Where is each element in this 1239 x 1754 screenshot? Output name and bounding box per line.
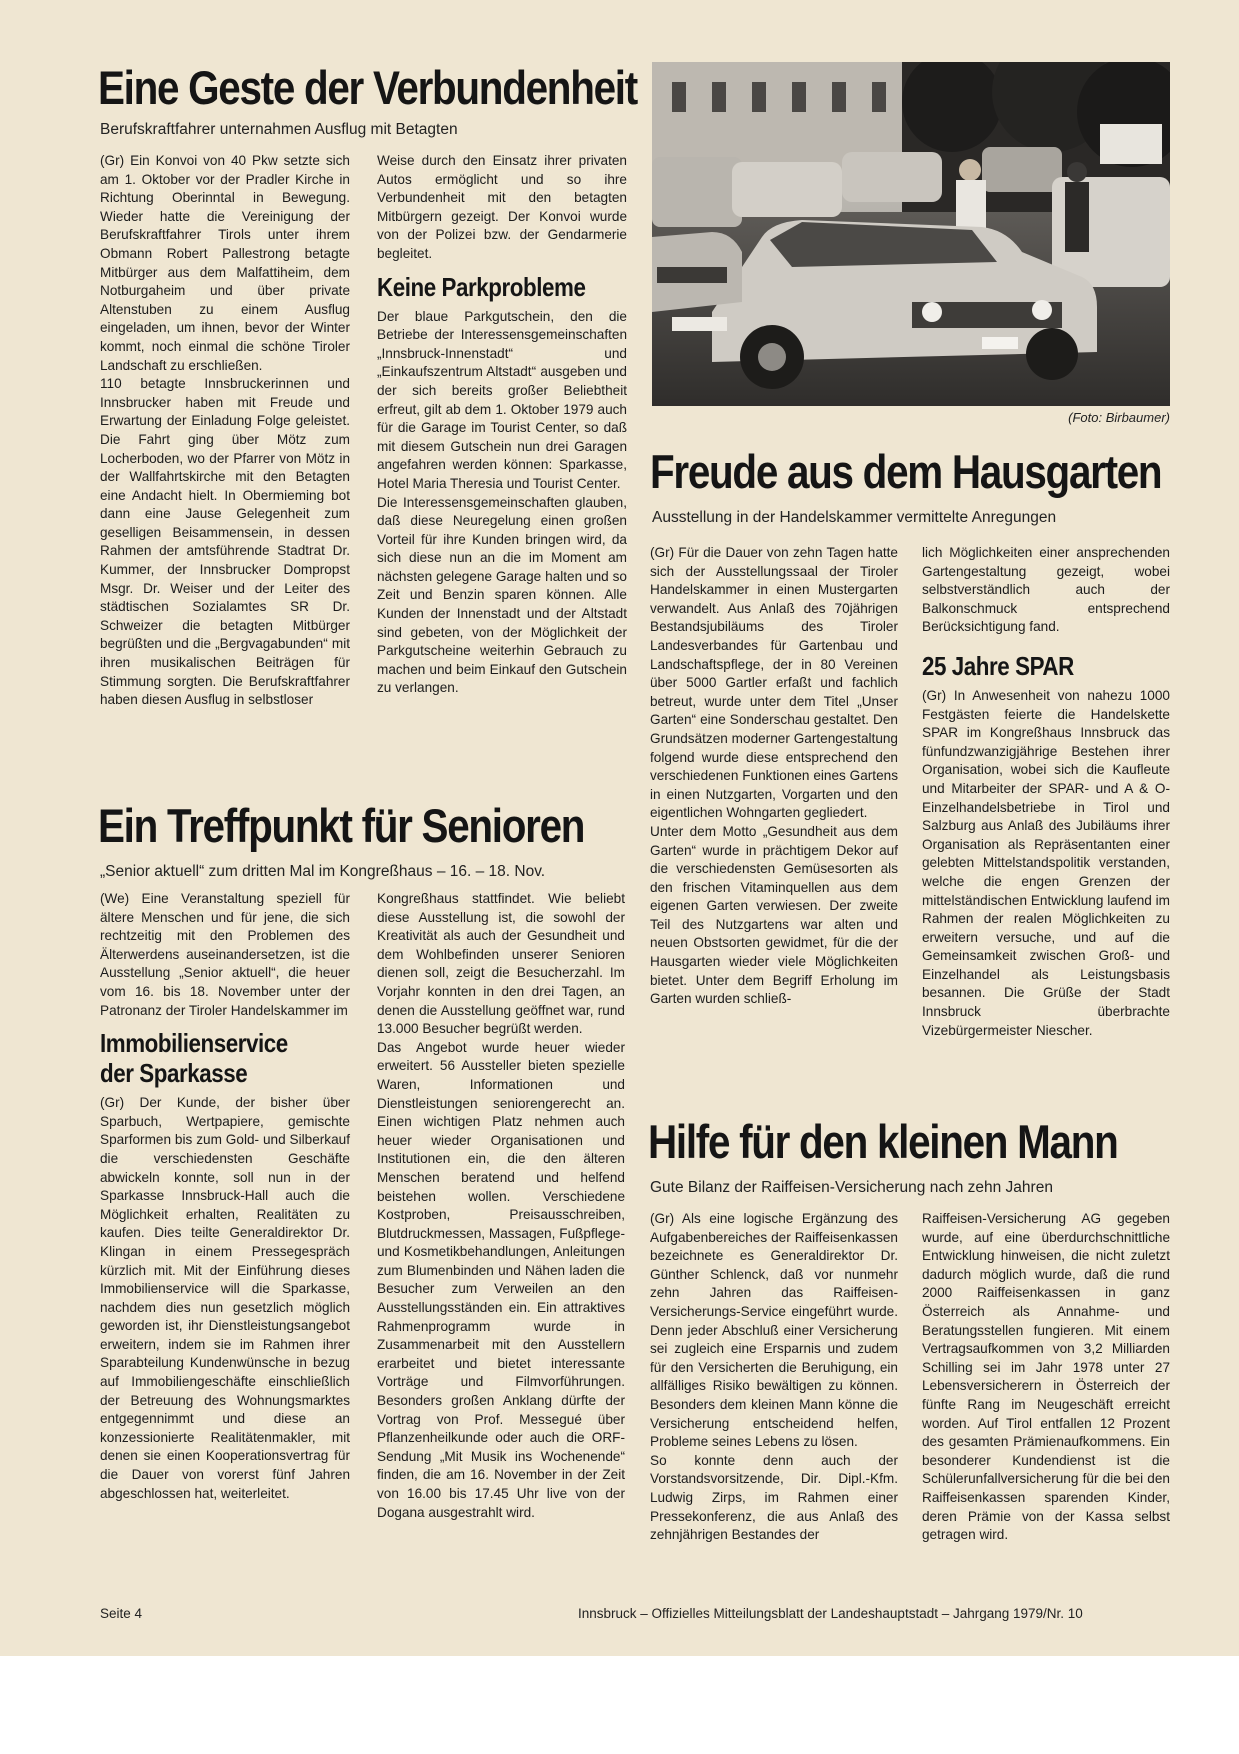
subheading-immobilienservice-line1: Immobilienservice xyxy=(100,1028,288,1059)
paragraph: Der blaue Parkgutschein, den die Betriebe der Interessensgemeinschaften „Innsbruck-Innenstadt“ und „Einkaufszentrum Altstadt“ ausgeben und der sich bereits großer Beliebtheit erfreut, gilt ab dem 1. Oktober 1979 auch für die Garage im Tourist Center, so daß mit diesem Gutschein nun drei Garagen angefahren werden können: Sparkasse, Hotel Maria Theresia und Tourist Center. xyxy=(377,308,627,491)
masthead-footer: Innsbruck – Offizielles Mitteilungsblatt der Landeshauptstadt – Jahrgang 1979/Nr. 10 xyxy=(578,1606,1083,1621)
article-title-hilfe: Hilfe für den kleinen Mann xyxy=(648,1115,1118,1168)
article-deck-hausgarten: Ausstellung in der Handelskammer vermittelte Anregungen xyxy=(652,509,1057,526)
paragraph: (We) Eine Veranstaltung speziell für ältere Menschen und für jene, die sich rechtzeitig mit den Problemen des Älterwerdens auseinandersetzen, ist die Ausstellung „Senior aktuell“, die heuer vom 16. bis 18. November unter der Patronanz der Tiroler Handelskammer im xyxy=(100,891,350,1018)
paragraph: Das Angebot wurde heuer wieder erweitert. 56 Aussteller bieten spezielle Waren, Informationen und Dienstleistungen seniorengerecht an. Einen wichtigen Platz nehmen auch heuer wieder Organisationen und Institutionen ein, die den älteren Menschen beratend und helfend beistehen wollen. Verschiedene Kostproben, Preisausschreiben, Blutdruckmessen, Massagen, Fußpflege- und Kosmetikbehandlungen, Anleitungen zum Blumenbinden und Nähen laden die Besucher zum Verweilen an den Ausstellungsständen ein. Ein attraktives Rahmenprogramm wurde in Zusammenarbeit mit den Ausstellern erarbeitet und bietet interessante Vorträge und Filmvorführungen. Besonders großen Anklang dürfte der Vortrag von Prof. Messegué über Pflanzenheilkunde oder auch die ORF-Sendung „Mit Musik ins Wochenende“ finden, die am 16. November in der Zeit von 16.00 bis 17.45 Uhr live von der Dogana ausgestrahlt wird. xyxy=(377,1039,625,1520)
paragraph: (Gr) Für die Dauer von zehn Tagen hatte sich der Ausstellungssaal der Tiroler Handelskammer in einen Mustergarten verwandelt. Aus Anlaß des 70jährigen Bestandsjubiläums des Tiroler Landesverbandes für Gartenbau und Landschaftspflege, der in 80 Vereinen über 5000 Gartler erfaßt und fachlich betreut, wurde unter dem Titel „Unser Garten“ eine Sonderschau gestaltet. Den Grundsätzen moderner Gartengestaltung folgend wurde diese entsprechend den verschiedenen Funktionen eines Gartens in einen Nutzgarten, Vorgarten und den eigentlichen Wohngarten gegliedert. xyxy=(650,545,898,821)
article-deck-hilfe: Gute Bilanz der Raiffeisen-Versicherung nach zehn Jahren xyxy=(650,1179,1053,1196)
paragraph: Weise durch den Einsatz ihrer privaten Autos ermöglicht und so ihre Verbundenheit mit den betagten Mitbürgern gezeigt. Der Konvoi wurde von der Polizei bzw. der Gendarmerie begleitet. xyxy=(377,153,627,261)
article-column-hilfe-1 xyxy=(650,1210,898,1545)
article-column-hilfe-2 xyxy=(922,1210,1170,1545)
photo-cars-illustration xyxy=(652,62,1170,406)
article-column-senioren-2 xyxy=(377,890,625,1522)
paragraph: (Gr) Ein Konvoi von 40 Pkw setzte sich am 1. Oktober vor der Pradler Kirche in Richtung Oberinntal in Bewegung. Wieder hatte die Vereinigung der Berufskraftfahrer Tirols unter ihrem Obmann Robert Pallestrong betagte Mitbürger aus dem Malfattiheim, dem Notburgaheim und über private Altenstuben zu einem Ausflug eingeladen, um ihnen, bevor der Winter kommt, noch einmal die schöne Tiroler Landschaft zu erschließen. xyxy=(100,153,350,373)
paragraph: So konnte denn auch der Vorstandsvorsitzende, Dir. Dipl.-Kfm. Ludwig Zirps, im Rahmen einer Pressekonferenz, die aus Anlaß des zehnjährigen Bestandes der xyxy=(650,1452,898,1543)
paragraph: Unter dem Motto „Gesundheit aus dem Garten“ wurde in prächtigem Dekor auf die verschiedensten Gemüsesorten als den frischen Vitaminquellen aus dem eigenen Garten verwiesen. Der zweite Teil des Nutzgartens war alten und neuen Obstsorten gewidmet, für die der Hausgarten wieder viele Möglichkeiten bietet. Unter dem Begriff Erholung im Garten wurden schließ- xyxy=(650,823,898,1007)
photo-cars-convoy xyxy=(652,62,1170,406)
paragraph: (Gr) Der Kunde, der bisher über Sparbuch, Wertpapiere, gemischte Sparformen bis zum Gold- und Silberkauf die verschiedensten Geschäfte abwickeln konnte, soll nun in der Sparkasse Innsbruck-Hall auch die Möglichkeit erhalten, Realitäten zu kaufen. Dies teilte Generaldirektor Dr. Klingan in einem Pressegespräch kürzlich mit. Mit der Einführung dieses Immobilienservice will die Sparkasse, nachdem dies nun gesetzlich möglich geworden ist, ihr Dienstleistungsangebot erweitern, indem sie im Rahmen ihrer Sparabteilung Kundenwünsche in bezug auf Immobiliengeschäfte einschließlich der Betreuung des Wohnungsmarktes entgegennimmt und diese an konzessionierte Realitätenmakler, mit denen sie einen Kooperationsvertrag für die Dauer von vorerst fünf Jahren abgeschlossen hat, weiterleitet. xyxy=(100,1095,350,1501)
article-column-hausgarten-1 xyxy=(650,544,898,1009)
article-deck-verbundenheit: Berufskraftfahrer unternahmen Ausflug mit Betagten xyxy=(100,121,458,138)
subheading-spar: 25 Jahre SPAR xyxy=(922,650,1074,681)
page-number: Seite 4 xyxy=(100,1606,143,1621)
paragraph: Raiffeisen-Versicherung AG gegeben wurde, auf eine überdurchschnittliche Entwicklung hinweisen, die nicht zuletzt dadurch möglich wurde, daß die rund 2000 Raiffeisenkassen in ganz Österreich als Annahme- und Beratungsstellen fungieren. Mit einem Vertragsaufkommen von 3,2 Milliarden Schilling sei im Jahr 1978 unter 27 Lebensversicherern in Österreich der fünfte Rang im Neugeschäft erreicht worden. Auf Tirol entfallen 12 Prozent des gesamten Prämienaufkommens. Ein besonderer Kundendienst ist die Schülerunfallversicherung für die bei den Raiffeisenkassen sparenden Kinder, deren Prämie von der Kassa selbst getragen wird. xyxy=(922,1211,1170,1543)
article-deck-senioren: „Senior aktuell“ zum dritten Mal im Kongreßhaus – 16. – 18. Nov. xyxy=(100,863,546,880)
photo-caption: (Foto: Birbaumer) xyxy=(1068,410,1170,425)
paragraph: Die Interessensgemeinschaften glauben, daß diese Neuregelung einen großen Vorteil für ihre Kunden bringen wird, da sich diese nun an die im Moment am nächsten gelegene Garage halten und so Zeit und Benzin sparen können. Alle Kunden der Innenstadt und der Altstadt sind gebeten, von der Möglichkeit der Parkgutscheine weiterhin Gebrauch zu machen und beim Einkauf den Gutschein zu verlangen. xyxy=(377,494,627,696)
paragraph: (Gr) In Anwesenheit von nahezu 1000 Festgästen feierte die Handelskette SPAR im Kongreßhaus Innsbruck das fünfundzwanzigjährige Bestehen ihrer Organisation, wobei sich die Kaufleute und Mitarbeiter der SPAR- und A & O-Einzelhandelsbetriebe in Tirol und Salzburg aus Anlaß des Jubiläums ihrer Organisation als Repräsentanten einer gelebten Mittelstandspolitik verstanden, welche die engen Grenzen der mittelständischen Entwicklung laufend im Rahmen der realen Möglichkeiten zu erweitern versuche, und auf die Gemeinsamkeit zwischen Groß- und Einzelhandel als Leistungsbasis besannen. Die Grüße der Stadt Innsbruck überbrachte Vizebürgermeister Niescher. xyxy=(922,687,1170,1038)
subheading-immobilienservice-line2: der Sparkasse xyxy=(100,1058,248,1089)
paragraph: 110 betagte Innsbruckerinnen und Innsbrucker haben mit Freude und Erwartung der Einladung Folge geleistet. Die Fahrt ging über Mötz zum Locherboden, wo der Pfarrer von Mötz in der Wallfahrtskirche mit den Betagten eine Andacht hielt. In Obermieming bot dann eine Jause Gelegenheit zum geselligen Beisammensein, in dessen Rahmen der amtsführende Stadtrat Dr. Kummer, der Innsbrucker Dompropst Msgr. Dr. Weiser und der Leiter des städtischen Sozialamtes SR Dr. Schweizer die betagten Mitbürger begrüßten und die „Bergvagabunden“ mit ihren musikalischen Beiträgen für Stimmung sorgten. Die Berufskraftfahrer haben diesen Ausflug in selbstloser xyxy=(100,376,350,708)
paragraph: lich Möglichkeiten einer ansprechenden Gartengestaltung gezeigt, wobei selbstverständlich auch der Balkonschmuck entsprechend Berücksichtigung fand. xyxy=(922,545,1170,635)
article-column-hausgarten-2 xyxy=(922,544,1170,1040)
article-column-verbundenheit-1 xyxy=(100,152,350,710)
article-title-verbundenheit: Eine Geste der Verbundenheit xyxy=(98,61,637,114)
paragraph: (Gr) Als eine logische Ergänzung des Aufgabenbereiches der Raiffeisenkassen bezeichnete es Generaldirektor Dr. Günther Schlenck, daß vor nunmehr zehn Jahren das Raiffeisen-Versicherungs-Service eingeführt wurde. Denn jeder Abschluß einer Versicherung sei zugleich eine Ersparnis und zudem für den Versicherten die Beruhigung, ein allfälliges Risiko bewältigen zu können. Besonders dem kleinen Mann könne die Versicherung entscheidend helfen, Probleme seines Lebens zu lösen. xyxy=(650,1211,898,1450)
article-title-senioren: Ein Treffpunkt für Senioren xyxy=(98,799,585,852)
paragraph: Kongreßhaus stattfindet. Wie beliebt diese Ausstellung ist, die sowohl der Kreativität als auch der Gesundheit und dem Wohlbefinden unserer Senioren dienen soll, zeigt die Besucherzahl. Im Vorjahr konnten in den drei Tagen, an denen die Ausstellung geöffnet war, rund 13.000 Besucher begrüßt werden. xyxy=(377,891,625,1037)
subheading-parkprobleme: Keine Parkprobleme xyxy=(377,271,586,302)
article-title-hausgarten: Freude aus dem Hausgarten xyxy=(650,445,1162,498)
article-column-senioren-1 xyxy=(100,890,350,1503)
article-column-verbundenheit-2 xyxy=(377,152,627,698)
